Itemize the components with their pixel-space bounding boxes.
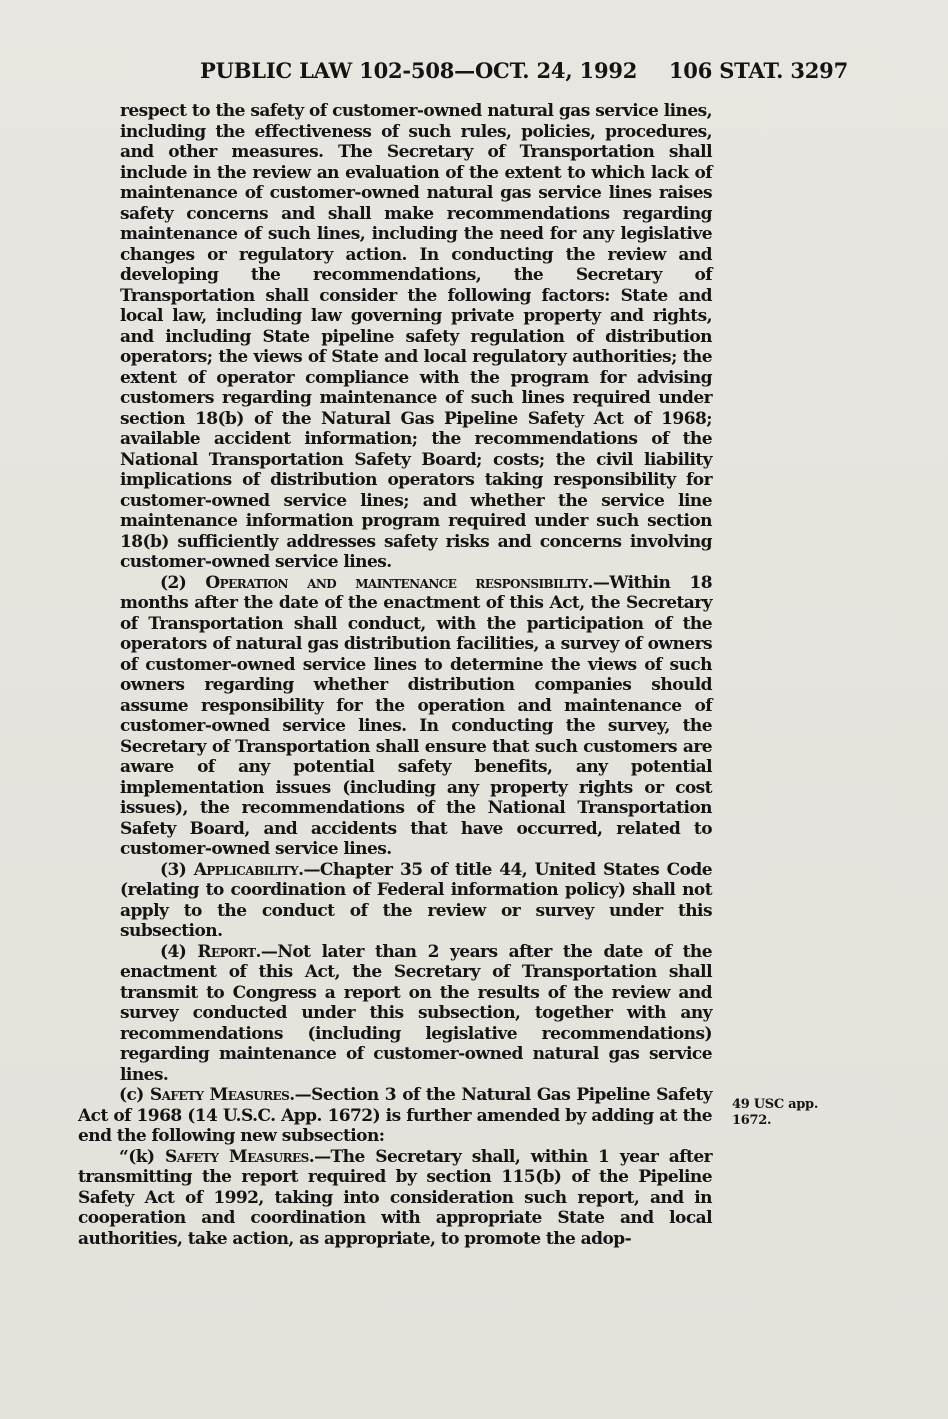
paragraph-text: —Within 18 months after the date of the enactment of this Act, the Secretary of Transportation shall conduct, with the participation of the operators of natural gas distribution facilities, a survey of owners of customer-owned service lines to determine the views of such owners regarding whether distribution companies should assume responsibility for the operation and maintenance of customer-owned service lines. In conducting the survey, the Secretary of Transportation shall ensure that such customers are aware of any potential safety benefits, any potential implementation issues (including any property rights or cost issues), the recommendations of the National Transportation Safety Board, and accidents that have occurred, related to customer-owned service lines. (120, 572, 713, 859)
statute-body (78, 101, 712, 1249)
paragraph-operation-maintenance (78, 573, 712, 860)
paragraph-heading: Safety Measures. (149, 1085, 295, 1105)
paragraph-review-continuation: respect to the safety of customer-owned natural gas service lines, including the effectiveness of such rules, policies, procedures, and other measures. The Secretary of Transportation shall include in the review an evaluation of the extent to which lack of maintenance of customer-owned natural gas service lines raises safety concerns and shall make recommendations regarding maintenance of such lines, including the need for any legislative changes or regulatory action. In conducting the review and developing the recommendations, the Secretary of Transportation shall consider the following factors: State and local law, including law governing private property and rights, and including State pipeline safety regulation of distribution operators; the views of State and local regulatory authorities; the extent of operator compliance with the program for advising customers regarding maintenance of such lines required under section 18(b) of the Natural Gas Pipeline Safety Act of 1968; available accident information; the recommendations of the National Transportation Safety Board; costs; the civil liability implications of distribution operators taking responsibility for customer-owned service lines; and whether the service line maintenance information program required under such section 18(b) sufficiently addresses safety risks and concerns involving customer-owned service lines. (120, 101, 712, 572)
paragraph-heading: Applicability. (193, 859, 304, 880)
subsection-k-safety-measures (78, 1147, 712, 1250)
paragraph-label: “(k) (119, 1146, 165, 1167)
subsection-safety-measures (78, 1085, 712, 1147)
paragraph-label: (3) (160, 859, 194, 880)
paragraph-text: —The Secretary shall, within 1 year after transmitting the report required by section 115(b) of the Pipeline Safety Act of 1992, taking into consideration such report, and in cooperation and coordination with appropriate State and local authorities, take action, as appropriate, to promote the adop- (78, 1146, 712, 1249)
paragraph-text: —Not later than 2 years after the date of the enactment of this Act, the Secretary of Transportation shall transmit to Congress a report on the results of the review and survey conducted under this subsection, together with any recommendations (including legislative recommendations) regarding maintenance of customer-owned natural gas service lines. (120, 941, 712, 1085)
header-title: PUBLIC LAW 102-508—OCT. 24, 1992 (200, 58, 638, 83)
paragraph-heading: Operation and maintenance responsibility. (205, 572, 593, 593)
paragraph-label: (4) (160, 941, 198, 962)
paragraph-label: (2) (160, 572, 206, 593)
paragraph-text: —Section 3 of the Natural Gas Pipeline Safety Act of 1968 (14 U.S.C. App. 1672) is further amended by adding at the end the following new subsection: (78, 1085, 712, 1146)
usc-margin-note: 49 USC app. 1672. (732, 1097, 819, 1128)
paragraph-heading: Report. (197, 941, 261, 962)
paragraph-text: —Chapter 35 of title 44, United States Code (relating to coordination of Federal information policy) shall not apply to the conduct of the review or survey under this subsection. (120, 859, 712, 941)
paragraph-applicability (78, 860, 712, 942)
paragraph-heading: Safety Measures. (164, 1146, 315, 1167)
running-header (200, 58, 860, 88)
paragraph-report (78, 942, 712, 1086)
paragraph-label: (c) (119, 1085, 150, 1105)
statute-page-number: 106 STAT. 3297 (668, 58, 848, 83)
